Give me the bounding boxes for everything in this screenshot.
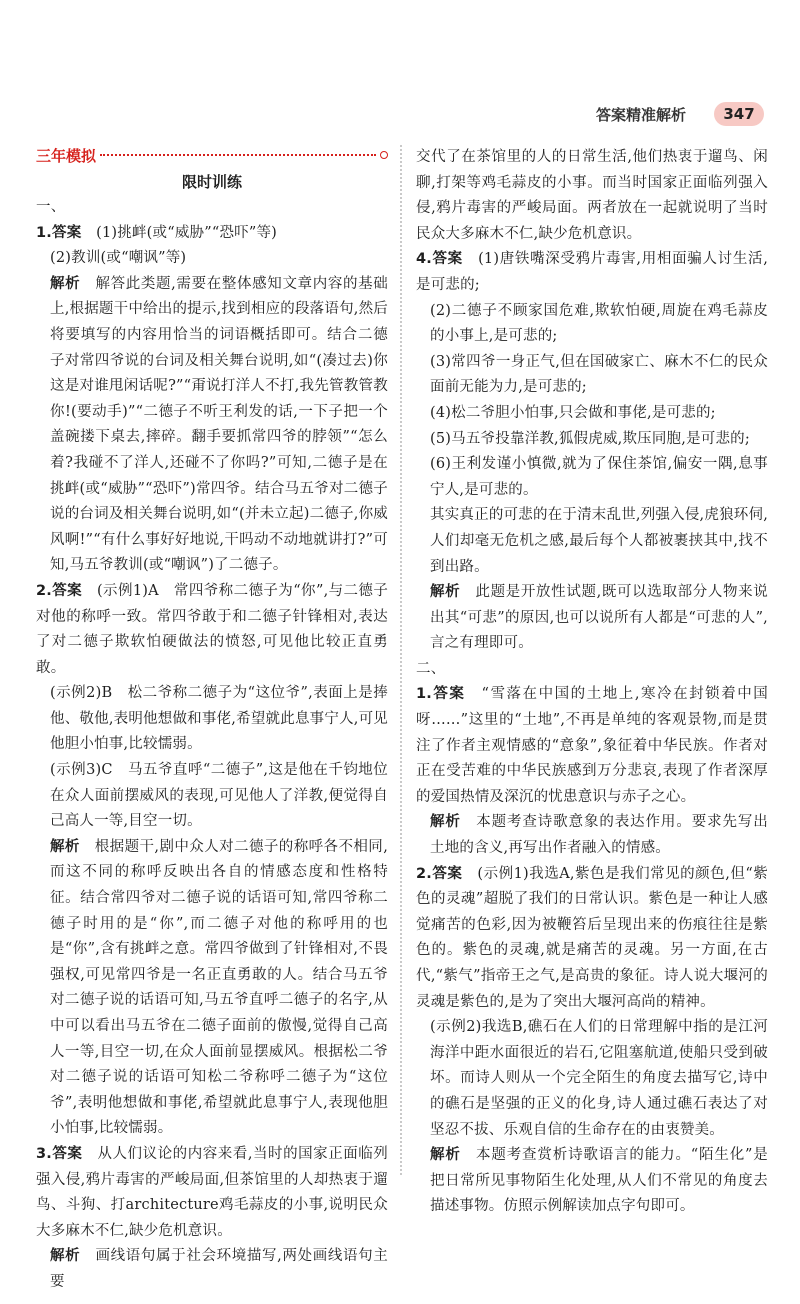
- q4-analysis: [416, 580, 768, 657]
- q1-answer-label: 答案: [52, 224, 82, 241]
- section-rule-end-icon: [380, 151, 388, 159]
- page-number-badge: 347: [714, 102, 764, 126]
- r1-analysis: [416, 810, 768, 861]
- q4-answer-label: 答案: [432, 251, 463, 268]
- q4-analysis-text: 此题是开放性试题,既可以选取部分人物来说出其“可悲”的原因,也可以说所有人都是“可悲的人”,言之有理即可。: [430, 584, 769, 652]
- q1-analysis-text: 解答此类题,需要在整体感知文章内容的基础上,根据题干中给出的提示,找到相应的段落语句,然后将要填写的内容用恰当的词语概括即可。结合二德子对常四爷说的台词及相关舞台说明,如“(凑过去)你这是对谁甩闲话呢?”“甭说打洋人不打,我先管教管教你!(要动手)”“二德子不听王利发的话,一下子把一个盖碗搂下桌去,摔碎。翻手要抓常四爷的脖领”“怎么着?我碰不了洋人,还碰不了你吗?”可知,二德子是在挑衅(或“威胁”“恐吓”)常四爷。结合马五爷对二德子说的台词及相关舞台说明,如“(并未立起)二德子,你威风啊!”“有什么事好好地说,干吗动不动地就讲打?”可知,马五爷教训(或“嘲讽”)了二德子。: [50, 275, 389, 574]
- r2-example-1: (示例1)我选A,紫色是我们常见的颜色,但“紫色的灵魂”超脱了我们的日常认识。紫色是一种让人感觉痛苦的色彩,因为被鞭笞后呈现出来的伤痕往往是紫色的。紫色的灵魂,就是痛苦的灵魂。另一方面,在古代,“紫气”指帝王之气,是高贵的象征。诗人说大堰河的灵魂是紫色的,是为了突出大堰河高尚的精神。: [416, 865, 768, 1010]
- q3-analysis-text: 画线语句属于社会环境描写,两处画线语句主要: [50, 1248, 389, 1290]
- r2-number: 2.: [416, 865, 432, 882]
- r2-answer: [416, 862, 768, 1016]
- r1-answer: [416, 682, 768, 810]
- r2-analysis-text: 本题考查赏析诗歌语言的能力。“陌生化”是把日常所见事物陌生化处理,从人们不常见的角度去描述事物。仿照示例解读加点字句即可。: [430, 1147, 769, 1215]
- column-divider: [400, 145, 402, 1175]
- r2-analysis-label: 解析: [430, 1147, 461, 1164]
- q3-analysis: [36, 1244, 388, 1295]
- q4-item: (4)松二爷胆小怕事,只会做和事佬,是可悲的;: [430, 404, 716, 421]
- r1-answer-label: 答案: [432, 686, 466, 703]
- q2-example-1: (示例1)A 常四爷称二德子为“你”,与二德子对他的称呼一致。常四爷敢于和二德子针锋相对,表达了对二德子欺软怕硬做法的愤怒,可见他比较正直勇敢。: [36, 582, 389, 676]
- q3-answer-text: 从人们议论的内容来看,当时的国家正面临列强入侵,鸦片毒害的严峻局面,但茶馆里的人却热衷于遛鸟、斗狗、打architecture鸡毛蒜皮的小事,说明民众大多麻木不仁,缺少危机意识。: [36, 1145, 389, 1239]
- part-two-heading: 二、: [416, 660, 446, 677]
- left-column: [36, 145, 388, 1296]
- q4-answer: [416, 247, 768, 298]
- q1-answer-text: (1)挑衅(或“威胁”“恐吓”等): [96, 224, 278, 241]
- q3-answer-label: 答案: [52, 1145, 83, 1162]
- q3-number: 3.: [36, 1145, 52, 1162]
- q2-number: 2.: [36, 582, 52, 599]
- q4-item: (5)马五爷投靠洋教,狐假虎威,欺压同胞,是可悲的;: [430, 430, 750, 447]
- section-rule: [100, 154, 376, 156]
- r2-analysis: [416, 1143, 768, 1220]
- q4-analysis-label: 解析: [430, 584, 461, 601]
- header-label: 答案精准解析: [596, 106, 687, 124]
- q1-answer-2: (2)教训(或“嘲讽”等): [50, 250, 187, 267]
- q4-answer-text: (1)唐铁嘴深受鸦片毒害,用相面骗人讨生活,是可悲的;: [416, 251, 769, 293]
- r1-analysis-label: 解析: [430, 814, 461, 831]
- q3-analysis-label: 解析: [50, 1248, 81, 1265]
- q2-answer: [36, 579, 388, 681]
- r2-example-2: (示例2)我选B,礁石在人们的日常理解中指的是江河海洋中距水面很近的岩石,它阻塞航道,使船只受到破坏。而诗人则从一个完全陌生的角度去描写它,诗中的礁石是坚强的正义的化身,诗人通过礁石表达了对坚忍不拔、乐观自信的生命存在的由衷赞美。: [430, 1019, 768, 1138]
- q4-summary: 其实真正的可悲的在于清末乱世,列强入侵,虎狼环伺,人们却毫无危机之感,最后每个人都被裹挟其中,找不到出路。: [430, 507, 768, 575]
- q4-item: (2)二德子不顾家国危难,欺软怕硬,周旋在鸡毛蒜皮的小事上,是可悲的;: [430, 302, 768, 345]
- sub-title: 限时训练: [181, 173, 242, 191]
- q4-number: 4.: [416, 251, 432, 268]
- q1-number: 1.: [36, 224, 52, 241]
- q1-answer: [36, 221, 388, 247]
- part-one-heading: 一、: [36, 199, 66, 215]
- r1-analysis-text: 本题考查诗歌意象的表达作用。要求先写出土地的含义,再写出作者融入的情感。: [430, 814, 768, 857]
- r1-number: 1.: [416, 686, 432, 703]
- q1-analysis: [36, 272, 388, 579]
- q4-item: (3)常四爷一身正气,但在国破家亡、麻木不仁的民众面前无能为力,是可悲的;: [430, 353, 768, 396]
- q2-analysis-label: 解析: [50, 838, 80, 855]
- section-title: 三年模拟: [36, 146, 97, 165]
- q4-item: (6)王利发谨小慎微,就为了保住茶馆,偏安一隅,息事宁人,是可悲的。: [430, 456, 768, 498]
- r2-answer-label: 答案: [432, 865, 463, 882]
- q2-example-3: (示例3)C 马五爷直呼“二德子”,这是他在千钧地位在众人面前摆威风的表现,可见他人了洋教,便觉得自己高人一等,目空一切。: [50, 762, 388, 830]
- section-header: [36, 145, 388, 165]
- q2-example-2: (示例2)B 松二爷称二德子为“这位爷”,表面上是捧他、敬他,表明他想做和事佬,希望就此息事宁人,可见他胆小怕事,比较懦弱。: [50, 685, 388, 753]
- q1-analysis-label: 解析: [50, 275, 81, 292]
- right-column: [416, 145, 768, 1220]
- q2-analysis-text: 根据题干,剧中众人对二德子的称呼各不相同,而这不同的称呼反映出各自的情感态度和性格特征。结合常四爷对二德子说的话语可知,常四爷称二德子时用的是“你”,而二德子对他的称呼用的也是“你”,含有挑衅之意。常四爷做到了针锋相对,不畏强权,可见常四爷是一名正直勇敢的人。结合马五爷对二德子说的话语可知,马五爷直呼二德子的名字,从中可以看出马五爷在二德子面前的傲慢,觉得自己高人一等,目空一切,在众人面前显摆威风。根据松二爷对二德子说的话语可知松二爷称呼二德子为“这位爷”,表明他想做和事佬,希望就此息事宁人,表现他胆小怕事,比较懦弱。: [50, 838, 389, 1137]
- r1-answer-text: “雪落在中国的土地上,寒冷在封锁着中国呀……”这里的“土地”,不再是单纯的客观景物,而是贯注了作者主观情感的“意象”,象征着中华民族。作者对正在受苦难的中华民族感到万分悲哀,表现了作者深厚的爱国热情及深沉的忧患意识与赤子之心。: [416, 686, 768, 805]
- q3-answer: [36, 1142, 388, 1244]
- q2-analysis: [36, 835, 388, 1142]
- q2-answer-label: 答案: [52, 582, 83, 599]
- q3-analysis-continued: 交代了在茶馆里的人的日常生活,他们热衷于遛鸟、闲聊,打架等鸡毛蒜皮的小事。而当时国家正面临列强入侵,鸦片毒害的严峻局面。两者放在一起就说明了当时民众大多麻木不仁,缺少危机意识。: [416, 149, 768, 242]
